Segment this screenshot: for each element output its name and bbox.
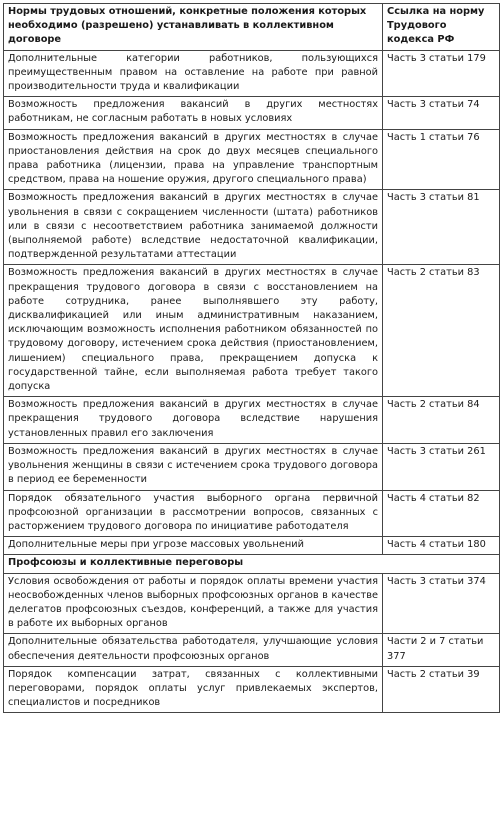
table-row xyxy=(4,97,500,129)
labor-code-reference: Часть 2 статьи 84 xyxy=(383,397,500,444)
norm-description: Порядок обязательного участия выборного органа первичной профсоюзной организации в рассмотрении вопросов, связанных с расторжением трудового договора по инициативе работодателя xyxy=(4,490,383,537)
norm-description: Возможность предложения вакансий в других местностях в случае увольнения в связи с сокращением численности (штата) работников или в связи с несоответствием работника занимаемой должности (выполняемой работе) вследствие недостаточной квалификации, подтвержденной результатами аттестации xyxy=(4,190,383,265)
norm-description: Возможность предложения вакансий в других местностях в случае прекращения трудового договора в связи с восстановлением на работе сотрудника, ранее выполнявшего эту работу, дисквалификацией или иным административным наказанием, исключающим возможность исполнения работником обязанностей по трудовому договору, истечением срока действия (приостановлением, лишением) специального права, прекращением допуска к государственной тайне, если выполняемая работа требует такого допуска xyxy=(4,265,383,397)
table-row xyxy=(4,490,500,537)
norm-description: Возможность предложения вакансий в других местностях в случае прекращения трудового договора вследствие нарушения установленных правил его заключения xyxy=(4,397,383,444)
norm-description: Условия освобождения от работы и порядок оплаты времени участия неосвобожденных членов выборных профсоюзных органов в качестве делегатов профсоюзных съездов, конференций, а также для участия в работе их выборных органов xyxy=(4,573,383,634)
labor-code-reference: Часть 3 статьи 374 xyxy=(383,573,500,634)
norm-description: Порядок компенсации затрат, связанных с коллективными переговорами, порядок оплаты услуг привлекаемых экспертов, специалистов и посредников xyxy=(4,666,383,713)
norm-description: Дополнительные меры при угрозе массовых увольнений xyxy=(4,537,383,555)
table-row xyxy=(4,537,500,555)
table-row xyxy=(4,129,500,190)
section-header-row xyxy=(4,555,500,573)
header-norms: Нормы трудовых отношений, конкретные положения которых необходимо (разрешено) устанавливать в коллективном договоре xyxy=(4,4,383,51)
table-row xyxy=(4,573,500,634)
labor-code-reference: Часть 2 статьи 39 xyxy=(383,666,500,713)
labor-code-reference: Часть 2 статьи 83 xyxy=(383,265,500,397)
labor-code-reference: Часть 3 статьи 179 xyxy=(383,50,500,97)
labor-code-reference: Части 2 и 7 статьи 377 xyxy=(383,634,500,666)
table-row xyxy=(4,634,500,666)
table-row xyxy=(4,190,500,265)
section-title: Профсоюзы и коллективные переговоры xyxy=(4,555,500,573)
labor-code-reference: Часть 4 статьи 180 xyxy=(383,537,500,555)
norm-description: Дополнительные категории работников, пользующихся преимущественным правом на оставление на работе при равной производительности труда и квалификации xyxy=(4,50,383,97)
table-row xyxy=(4,397,500,444)
header-reference: Ссылка на норму Трудового кодекса РФ xyxy=(383,4,500,51)
table-row xyxy=(4,265,500,397)
labor-code-reference: Часть 3 статьи 81 xyxy=(383,190,500,265)
table-body xyxy=(4,50,500,713)
norm-description: Возможность предложения вакансий в других местностях работникам, не согласным работать в новых условиях xyxy=(4,97,383,129)
labor-code-reference: Часть 3 статьи 74 xyxy=(383,97,500,129)
table-row xyxy=(4,50,500,97)
norm-description: Возможность предложения вакансий в других местностях в случае приостановления действия на срок до двух месяцев специального права работника (лицензии, права на управление транспортным средством, права на ношение оружия, другого специального права) xyxy=(4,129,383,190)
table-header-row xyxy=(4,4,500,51)
table-row xyxy=(4,666,500,713)
norm-description: Возможность предложения вакансий в других местностях в случае увольнения женщины в связи с истечением срока трудового договора в период ее беременности xyxy=(4,443,383,490)
norms-table xyxy=(3,3,500,713)
labor-code-reference: Часть 3 статьи 261 xyxy=(383,443,500,490)
norm-description: Дополнительные обязательства работодателя, улучшающие условия обеспечения деятельности профсоюзных органов xyxy=(4,634,383,666)
table-row xyxy=(4,443,500,490)
labor-code-reference: Часть 4 статьи 82 xyxy=(383,490,500,537)
labor-code-reference: Часть 1 статьи 76 xyxy=(383,129,500,190)
